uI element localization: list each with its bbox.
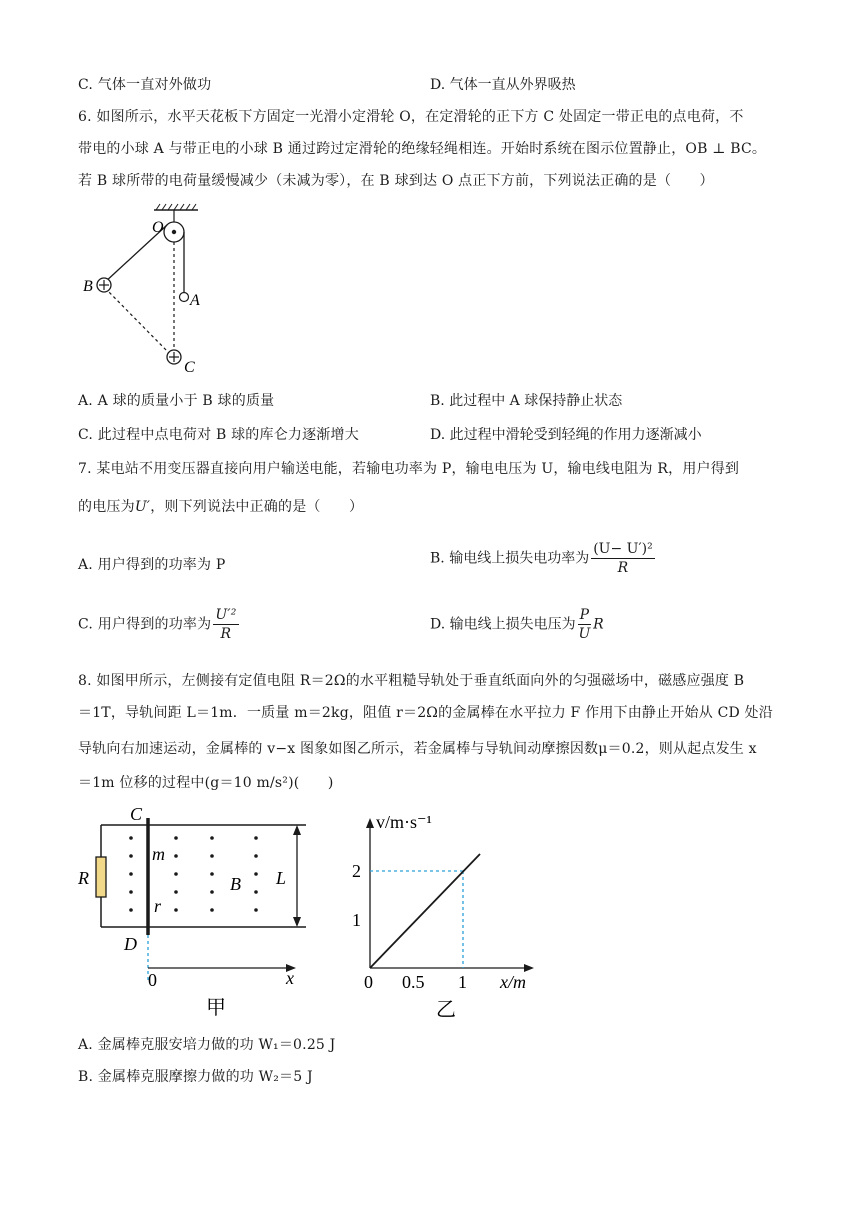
svg-text:B: B (230, 874, 241, 894)
svg-text:m: m (152, 844, 165, 864)
q8-stem-line4: ＝1m 位移的过程中(g＝10 m/s²)( ) (78, 775, 334, 791)
q6-stem-line2: 带电的小球 A 与带正电的小球 B 通过跨过定滑轮的绝缘轻绳相连。开始时系统在图示位置静止，OB ⊥ BC。 (78, 141, 767, 157)
q7-stem-line1: 7. 某电站不用变压器直接向用户输送电能，若输电功率为 P，输电电压为 U，输电线电阻为 R，用户得到 (78, 461, 740, 477)
svg-text:C: C (130, 804, 143, 824)
y-tick-1: 1 (352, 910, 361, 930)
q8-option-b: B. 金属棒克服摩擦力做的功 W₂＝5 J (78, 1069, 313, 1085)
y-axis-label: v/m·s⁻¹ (376, 812, 432, 832)
q8-stem-line3: 导轨向右加速运动，金属棒的 v−x 图象如图乙所示，若金属棒与导轨间动摩擦因数μ＝0.2，则从起点发生 x (78, 741, 757, 757)
q6-pulley-diagram (76, 200, 226, 380)
svg-text:0: 0 (148, 970, 157, 990)
x-tick-0.5: 0.5 (402, 972, 425, 992)
q6-option-b: B. 此过程中 A 球保持静止状态 (430, 393, 623, 409)
svg-text:D: D (124, 934, 137, 954)
svg-text:R: R (78, 868, 89, 888)
q7-option-a: A. 用户得到的功率为 P (78, 557, 226, 573)
q6-stem-line1: 6. 如图所示，水平天花板下方固定一光滑小定滑轮 O，在定滑轮的正下方 C 处固定一带正电的点电荷，不 (78, 109, 744, 125)
q8-option-a: A. 金属棒克服安培力做的功 W₁＝0.25 J (78, 1037, 336, 1053)
label-b: B (83, 278, 93, 295)
svg-text:x: x (286, 968, 294, 988)
q6-option-c: C. 此过程中点电荷对 B 球的库仑力逐渐增大 (78, 427, 359, 443)
svg-text:r: r (154, 896, 162, 916)
q6-option-a: A. A 球的质量小于 B 球的质量 (78, 393, 275, 409)
q7-option-d: D. 输电线上损失电压为 $\frac{P}{U}$ R (430, 607, 604, 642)
q8-figure-b-vx-graph (340, 800, 550, 1025)
q8-stem-line1: 8. 如图甲所示，左侧接有定值电阻 R＝2Ω的水平粗糙导轨处于垂直纸面向外的匀强磁场中，磁感应强度 B (78, 673, 745, 689)
label-c: C (184, 359, 195, 376)
x-tick-1: 1 (458, 972, 467, 992)
q5-option-d: D. 气体一直从外界吸热 (430, 77, 576, 93)
q6-option-d: D. 此过程中滑轮受到轻绳的作用力逐渐减小 (430, 427, 702, 443)
ball-a-icon (180, 293, 189, 302)
figure-a-caption: 甲 (206, 997, 226, 1019)
q6-stem-line3: 若 B 球所带的电荷量缓慢减少（未减为零），在 B 球到达 O 点正下方前，下列说法正确的是（ ） (78, 173, 714, 189)
q8-stem-line2: ＝1T，导轨间距 L＝1m．一质量 m＝2kg，阻值 r＝2Ω的金属棒在水平拉力 F 作用下由静止开始从 CD 处沿 (78, 705, 773, 721)
q7-option-c: C. 用户得到的功率为 $\frac{\text{U′²}}{R}$ (78, 607, 237, 642)
label-a: A (190, 292, 200, 309)
svg-text:L: L (276, 868, 287, 888)
x-axis-label: x/m (500, 972, 526, 992)
figure-b-caption: 乙 (436, 999, 456, 1021)
q8-figure-a-rails (76, 800, 316, 1020)
label-o: O (152, 219, 164, 236)
y-tick-2: 2 (352, 861, 361, 881)
q7-option-b: B. 输电线上损失电功率为 $\frac{\text{(U− U′)²}}{R}$ (430, 541, 653, 576)
x-tick-0: 0 (364, 972, 373, 992)
resistor-icon (96, 857, 106, 897)
q7-stem-line2: 的电压为U′，则下列说法中正确的是（ ） (78, 499, 364, 515)
q5-option-c: C. 气体一直对外做功 (78, 77, 212, 93)
q7-u-prime: U′ (134, 499, 151, 515)
